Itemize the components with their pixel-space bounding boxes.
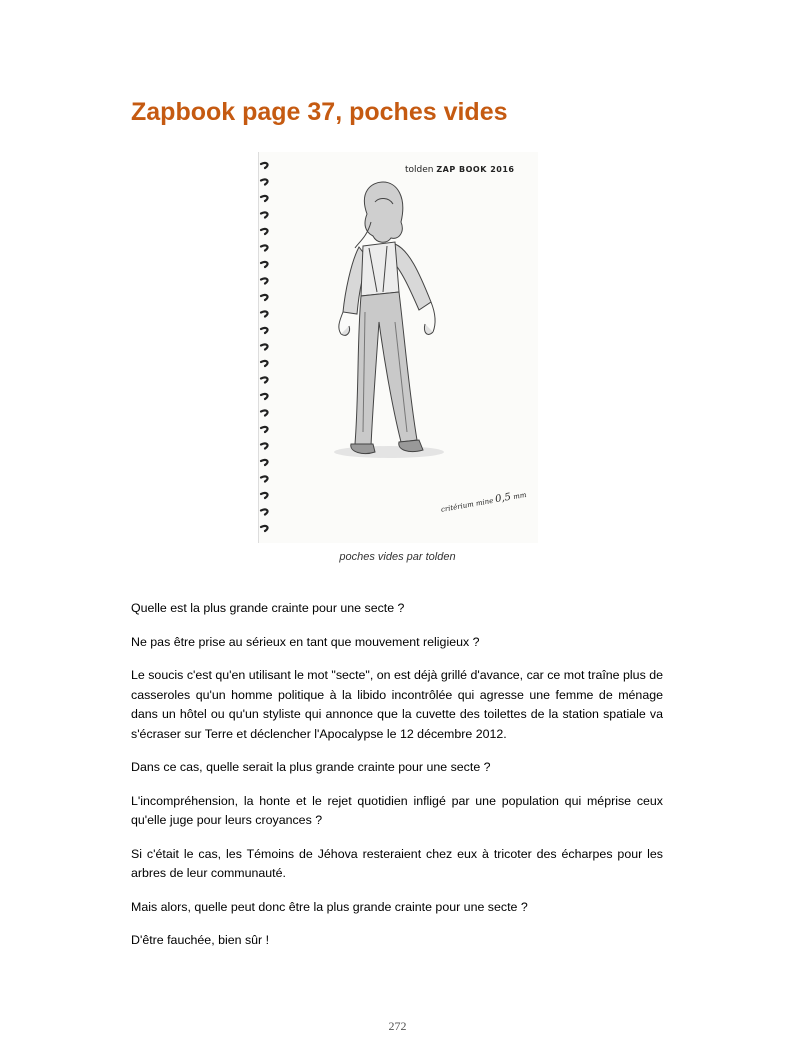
spiral-ring: [261, 245, 268, 250]
paragraph: Dans ce cas, quelle serait la plus grande crainte pour une secte ?: [131, 760, 491, 774]
pen-unit: mm: [512, 490, 528, 502]
figure-sketch: [259, 152, 538, 543]
spiral-ring: [261, 311, 268, 316]
spiral-ring: [261, 295, 268, 300]
spiral-ring: [261, 509, 268, 514]
spiral-ring: [261, 460, 268, 465]
spiral-ring: [261, 476, 268, 481]
paragraph: Le soucis c'est qu'en utilisant le mot "secte", on est déjà grillé d'avance, car ce mot traîne plus de casseroles qu'un homme politique à la libido incontrôlée qui agresse une femme de ménage dans un hôtel ou qu'un styliste qui annonce que la cuvette des toilettes de la station spatiale va s'écraser sur Terre et déclencher l'Apocalypse le 12 décembre 2012.: [131, 668, 663, 741]
page-title: Zapbook page 37, poches vides: [131, 98, 508, 126]
sketch-book-label: ZAP BOOK 2016: [436, 165, 515, 174]
spiral-ring: [261, 344, 268, 349]
paragraph: L'incompréhension, la honte et le rejet quotidien infligé par une population qui méprise ceux qu'elle juge pour leurs croyances ?: [131, 793, 663, 827]
spiral-ring: [261, 179, 268, 184]
pen-note-text: critérium mine: [440, 496, 494, 514]
spiral-ring: [261, 212, 268, 217]
figure-drawing: [339, 182, 435, 454]
page-number: 272: [388, 1019, 407, 1033]
spiral-ring: [261, 377, 268, 382]
spiral-ring: [261, 394, 268, 399]
pen-size: 0,5: [494, 491, 512, 506]
spiral-ring: [261, 328, 268, 333]
spiral-binding: [261, 163, 268, 531]
paragraph: Quelle est la plus grande crainte pour une secte ?: [131, 601, 405, 615]
sketchbook-illustration: [258, 152, 538, 543]
paragraph: Si c'était le cas, les Témoins de Jéhova resteraient chez eux à tricoter des écharpes pour les arbres de leur communauté.: [131, 846, 663, 880]
spiral-ring: [261, 493, 268, 498]
paragraph: Mais alors, quelle peut donc être la plus grande crainte pour une secte ?: [131, 899, 528, 914]
sketchbook-header: [405, 165, 514, 175]
spiral-ring: [261, 443, 268, 448]
spiral-ring: [261, 278, 268, 283]
spiral-ring: [261, 229, 268, 234]
paragraph: D'être fauchée, bien sûr !: [131, 933, 270, 947]
spiral-ring: [261, 427, 268, 432]
spiral-ring: [261, 526, 268, 531]
spiral-ring: [261, 163, 268, 168]
figure-caption: poches vides par tolden: [339, 551, 456, 563]
spiral-ring: [261, 196, 268, 201]
spiral-ring: [261, 262, 268, 267]
paragraph: Ne pas être prise au sérieux en tant que mouvement religieux ?: [131, 634, 480, 649]
sketch-author: tolden: [405, 165, 434, 175]
ground-shadow: [334, 446, 444, 458]
spiral-ring: [261, 361, 268, 366]
article-body: [131, 599, 663, 965]
spiral-ring: [261, 410, 268, 415]
